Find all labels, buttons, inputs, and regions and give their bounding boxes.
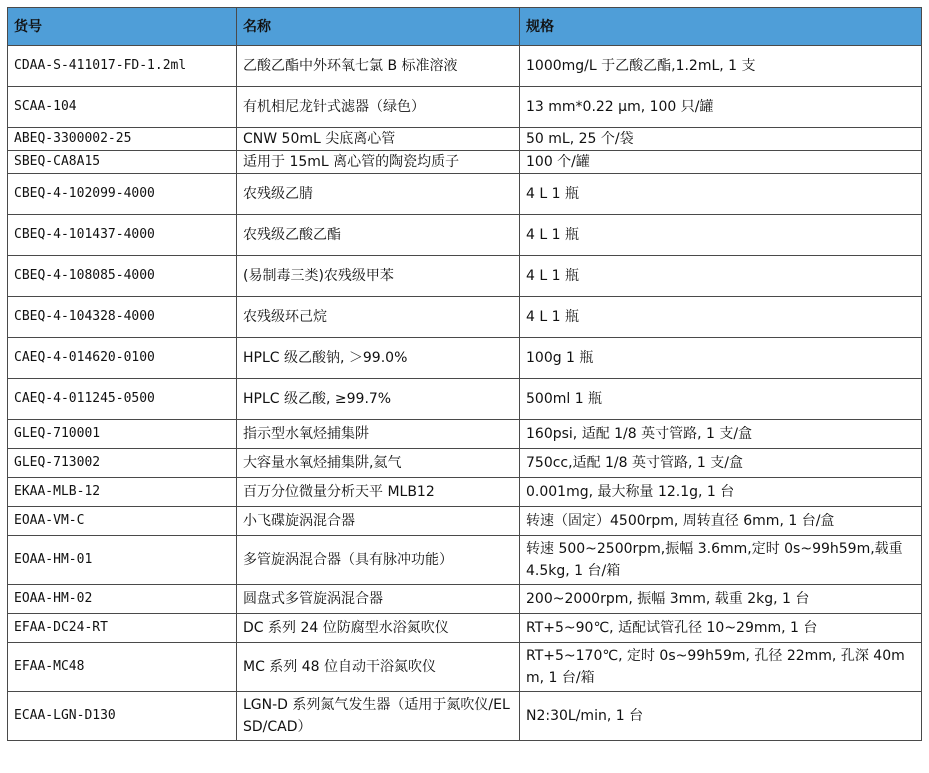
table-row [8, 297, 922, 338]
table-row [8, 478, 922, 507]
cell-spec: 750cc,适配 1/8 英寸管路, 1 支/盒 [520, 449, 922, 478]
cell-name: HPLC 级乙酸, ≥99.7% [237, 379, 520, 420]
table-header-row [8, 8, 922, 46]
table-row [8, 536, 922, 585]
cell-code: CAEQ-4-014620-0100 [8, 338, 237, 379]
cell-code: EOAA-HM-01 [8, 536, 237, 585]
cell-name: 小飞碟旋涡混合器 [237, 507, 520, 536]
cell-spec: 50 mL, 25 个/袋 [520, 128, 922, 151]
cell-spec: 160psi, 适配 1/8 英寸管路, 1 支/盒 [520, 420, 922, 449]
cell-code: CAEQ-4-011245-0500 [8, 379, 237, 420]
cell-spec: 4 L 1 瓶 [520, 174, 922, 215]
table-row [8, 420, 922, 449]
cell-spec: N2:30L/min, 1 台 [520, 692, 922, 741]
cell-name: MC 系列 48 位自动干浴氮吹仪 [237, 643, 520, 692]
cell-code: SBEQ-CA8A15 [8, 151, 237, 174]
cell-spec: 转速 500~2500rpm,振幅 3.6mm,定时 0s~99h59m,载重 4.5kg, 1 台/箱 [520, 536, 922, 585]
cell-code: CBEQ-4-102099-4000 [8, 174, 237, 215]
cell-name: LGN-D 系列氮气发生器（适用于氮吹仪/ELSD/CAD） [237, 692, 520, 741]
cell-spec: 0.001mg, 最大称量 12.1g, 1 台 [520, 478, 922, 507]
cell-spec: 13 mm*0.22 μm, 100 只/罐 [520, 87, 922, 128]
cell-code: CBEQ-4-101437-4000 [8, 215, 237, 256]
cell-spec: 100g 1 瓶 [520, 338, 922, 379]
cell-code: EKAA-MLB-12 [8, 478, 237, 507]
cell-code: SCAA-104 [8, 87, 237, 128]
cell-code: ABEQ-3300002-25 [8, 128, 237, 151]
cell-name: (易制毒三类)农残级甲苯 [237, 256, 520, 297]
cell-spec: 200~2000rpm, 振幅 3mm, 载重 2kg, 1 台 [520, 585, 922, 614]
table-row [8, 87, 922, 128]
product-table-container [7, 7, 921, 741]
cell-code: CBEQ-4-108085-4000 [8, 256, 237, 297]
cell-name: 大容量水氧烃捕集阱,氦气 [237, 449, 520, 478]
table-row [8, 379, 922, 420]
cell-spec: 1000mg/L 于乙酸乙酯,1.2mL, 1 支 [520, 46, 922, 87]
table-row [8, 256, 922, 297]
table-row [8, 174, 922, 215]
header-name: 名称 [237, 8, 520, 46]
cell-code: CDAA-S-411017-FD-1.2ml [8, 46, 237, 87]
table-row [8, 585, 922, 614]
table-row [8, 643, 922, 692]
cell-code: EOAA-HM-02 [8, 585, 237, 614]
cell-spec: 100 个/罐 [520, 151, 922, 174]
cell-spec: RT+5~170℃, 定时 0s~99h59m, 孔径 22mm, 孔深 40mm, 1 台/箱 [520, 643, 922, 692]
cell-code: GLEQ-710001 [8, 420, 237, 449]
cell-name: DC 系列 24 位防腐型水浴氮吹仪 [237, 614, 520, 643]
cell-name: 指示型水氧烃捕集阱 [237, 420, 520, 449]
cell-spec: RT+5~90℃, 适配试管孔径 10~29mm, 1 台 [520, 614, 922, 643]
product-table [7, 7, 922, 741]
table-row [8, 449, 922, 478]
cell-code: EFAA-DC24-RT [8, 614, 237, 643]
cell-name: 农残级环己烷 [237, 297, 520, 338]
table-row [8, 151, 922, 174]
cell-name: 有机相尼龙针式滤器（绿色） [237, 87, 520, 128]
table-row [8, 507, 922, 536]
table-row [8, 46, 922, 87]
cell-name: 农残级乙酸乙酯 [237, 215, 520, 256]
cell-name: 农残级乙腈 [237, 174, 520, 215]
header-code: 货号 [8, 8, 237, 46]
table-row [8, 692, 922, 741]
cell-name: 百万分位微量分析天平 MLB12 [237, 478, 520, 507]
cell-spec: 4 L 1 瓶 [520, 256, 922, 297]
header-spec: 规格 [520, 8, 922, 46]
cell-spec: 转速（固定）4500rpm, 周转直径 6mm, 1 台/盒 [520, 507, 922, 536]
cell-spec: 500ml 1 瓶 [520, 379, 922, 420]
cell-code: CBEQ-4-104328-4000 [8, 297, 237, 338]
cell-code: EOAA-VM-C [8, 507, 237, 536]
table-row [8, 128, 922, 151]
cell-name: 多管旋涡混合器（具有脉冲功能） [237, 536, 520, 585]
cell-name: CNW 50mL 尖底离心管 [237, 128, 520, 151]
table-row [8, 215, 922, 256]
cell-spec: 4 L 1 瓶 [520, 215, 922, 256]
table-body [8, 46, 922, 741]
cell-code: GLEQ-713002 [8, 449, 237, 478]
cell-code: ECAA-LGN-D130 [8, 692, 237, 741]
table-row [8, 614, 922, 643]
cell-name: HPLC 级乙酸钠, ＞99.0% [237, 338, 520, 379]
table-row [8, 338, 922, 379]
cell-spec: 4 L 1 瓶 [520, 297, 922, 338]
cell-name: 乙酸乙酯中外环氧七氯 B 标准溶液 [237, 46, 520, 87]
cell-name: 适用于 15mL 离心管的陶瓷均质子 [237, 151, 520, 174]
cell-code: EFAA-MC48 [8, 643, 237, 692]
cell-name: 圆盘式多管旋涡混合器 [237, 585, 520, 614]
